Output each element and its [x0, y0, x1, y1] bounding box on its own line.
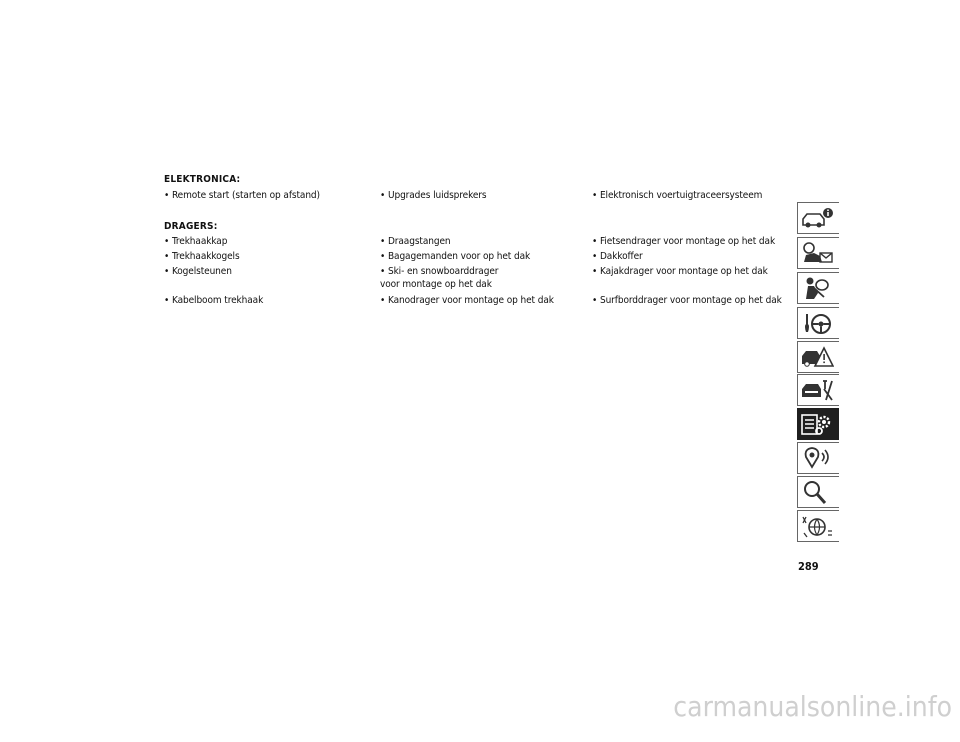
tab-car-info[interactable] — [797, 202, 839, 234]
car-service-tools-icon — [800, 377, 834, 403]
list-item-continuation: voor montage op het dak — [380, 279, 492, 290]
list-item: • Ski- en snowboarddrager — [380, 266, 499, 277]
list-item: • Bagagemanden voor op het dak — [380, 251, 531, 262]
tab-languages[interactable] — [797, 510, 839, 542]
heading-elektronica: ELEKTRONICA: — [164, 174, 241, 185]
airbag-safety-icon — [800, 275, 834, 301]
tab-servicing[interactable] — [797, 374, 839, 406]
list-item: • Kabelboom trekhaak — [164, 295, 264, 306]
language-icon — [800, 513, 834, 539]
car-info-icon — [800, 205, 834, 231]
list-item: • Remote start (starten op afstand) — [164, 190, 320, 201]
list-item: • Draagstangen — [380, 236, 451, 247]
tab-multimedia[interactable] — [797, 442, 839, 474]
multimedia-icon — [800, 445, 834, 471]
list-item: • Upgrades luidsprekers — [380, 190, 487, 201]
list-item: • Elektronisch voertuigtraceersysteem — [592, 190, 763, 201]
tab-emergency[interactable] — [797, 341, 839, 373]
list-item: • Kajakdrager voor montage op het dak — [592, 266, 768, 277]
heading-dragers: DRAGERS: — [164, 221, 218, 232]
list-item: • Dakkoffer — [592, 251, 643, 262]
steering-wheel-icon — [800, 310, 834, 336]
list-item: • Trekhaakkogels — [164, 251, 240, 262]
list-item: • Fietsendrager voor montage op het dak — [592, 236, 776, 247]
tab-index[interactable] — [797, 476, 839, 508]
car-dashboard-lights-icon — [800, 240, 834, 266]
tab-safety[interactable] — [797, 272, 839, 304]
watermark: carmanualsonline.info — [673, 690, 952, 723]
specifications-gear-icon — [800, 411, 834, 437]
warning-triangle-car-icon — [800, 344, 834, 370]
page-number: 289 — [798, 560, 819, 573]
list-item: • Kanodrager voor montage op het dak — [380, 295, 554, 306]
tab-technical-specifications[interactable] — [797, 408, 839, 440]
index-search-icon — [800, 479, 834, 505]
tab-dashboard-lights[interactable] — [797, 237, 839, 269]
tab-starting-operating[interactable] — [797, 307, 839, 339]
list-item: • Surfborddrager voor montage op het dak — [592, 295, 782, 306]
list-item: • Kogelsteunen — [164, 266, 232, 277]
list-item: • Trekhaakkap — [164, 236, 228, 247]
